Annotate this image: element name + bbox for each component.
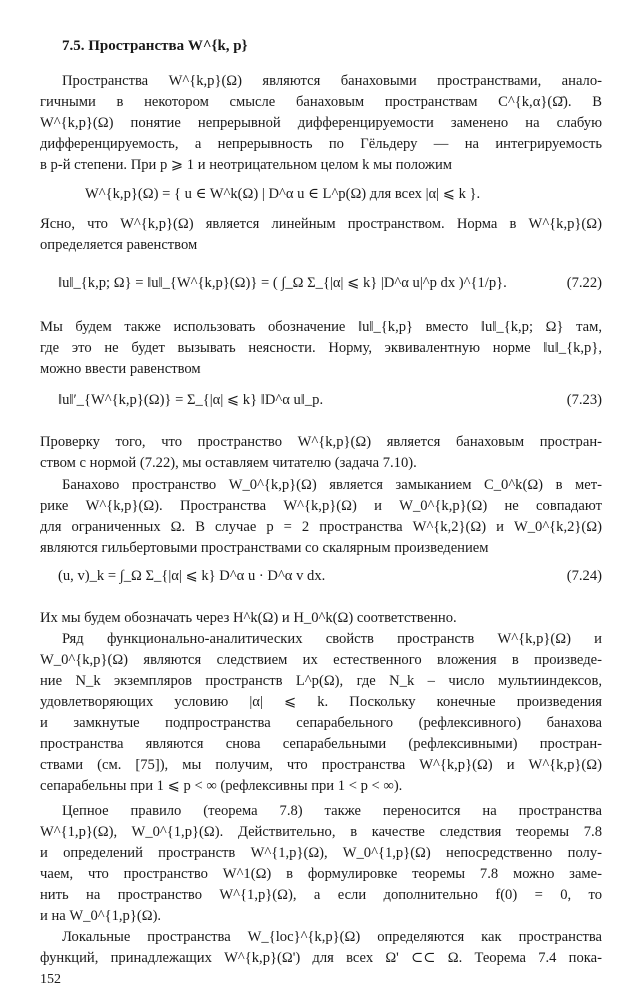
equation-number: (7.24)	[566, 568, 602, 584]
text-line: W^{k,p}(Ω) понятие непрерывной дифференцируемости заменено на слабую	[40, 115, 602, 131]
text-line: Пространства W^{k,p}(Ω) являются банаховыми пространствами, анало-	[62, 73, 602, 89]
page-number: 152	[40, 972, 61, 987]
section-heading: 7.5. Пространства W^{k, p}	[62, 38, 248, 54]
text-line: ние N_k экземпляров пространств L^p(Ω), где N_k – число мультииндексов,	[40, 673, 602, 689]
text-line: удовлетворяющих условию |α| ⩽ k. Поскольку конечные произведения	[40, 694, 602, 710]
equation-number: (7.23)	[566, 392, 602, 408]
text-line: Цепное правило (теорема 7.8) также переносится на пространства	[62, 803, 602, 819]
text-line: где это не будет вызывать неясности. Норму, эквивалентную норме ‖u‖_{k,p},	[40, 340, 602, 356]
text-line: пространства являются снова сепарабельными (рефлексивными) простран-	[40, 736, 602, 752]
text-line: и замкнутые подпространства сепарабельного (рефлексивного) банахова	[40, 715, 602, 731]
text-line: W^{1,p}(Ω), W_0^{1,p}(Ω). Действительно, в качестве следствия теоремы 7.8	[40, 824, 602, 840]
text-line: в p-й степени. При p ⩾ 1 и неотрицательном целом k мы положим	[40, 157, 453, 173]
text-line: для ограниченных Ω. В случае p = 2 пространства W^{k,2}(Ω) и W_0^{k,2}(Ω)	[40, 519, 602, 535]
text-line: и определений пространств W^{1,p}(Ω), W_0^{1,p}(Ω) непосредственно полу-	[40, 845, 602, 861]
text-line: ством с нормой (7.22), мы оставляем читателю (задача 7.10).	[40, 455, 417, 471]
text-line: Мы будем также использовать обозначение ‖u‖_{k,p} вместо ‖u‖_{k,p; Ω} там,	[40, 319, 602, 335]
equation-norm: ‖u‖_{k,p; Ω} = ‖u‖_{W^{k,p}(Ω)} = ( ∫_Ω Σ_{|α| ⩽ k} |D^α u|^p dx )^{1/p}.	[58, 275, 507, 291]
text-line: гичными в некотором смысле банаховым пространствам C^{k,α}(Ω̄). В	[40, 94, 602, 110]
equation-inner-product: (u, v)_k = ∫_Ω Σ_{|α| ⩽ k} D^α u · D^α v dx.	[58, 568, 326, 584]
text-line: функций, принадлежащих W^{k,p}(Ω') для всех Ω' ⊂⊂ Ω. Теорема 7.4 пока-	[40, 950, 602, 966]
text-line: Ясно, что W^{k,p}(Ω) является линейным пространством. Норма в W^{k,p}(Ω)	[40, 216, 602, 232]
text-line: сепарабельны при 1 ⩽ p < ∞ (рефлексивны при 1 < p < ∞).	[40, 778, 403, 794]
text-line: Локальные пространства W_{loc}^{k,p}(Ω) определяются как пространства	[62, 929, 602, 945]
equation-equivalent-norm: ‖u‖′_{W^{k,p}(Ω)} = Σ_{|α| ⩽ k} ‖D^α u‖_p.	[58, 392, 324, 408]
text-line: дифференцируемость, а непрерывность по Гёльдеру — на интегрируемость	[40, 136, 602, 152]
text-line: и на W_0^{1,p}(Ω).	[40, 908, 162, 924]
equation-definition: W^{k,p}(Ω) = { u ∈ W^k(Ω) | D^α u ∈ L^p(Ω) для всех |α| ⩽ k }.	[85, 186, 481, 202]
equation-number: (7.22)	[566, 275, 602, 291]
text-line: можно ввести равенством	[40, 361, 201, 377]
text-line: определяется равенством	[40, 237, 198, 253]
text-line: рике W^{k,p}(Ω). Пространства W^{k,p}(Ω) и W_0^{k,p}(Ω) не совпадают	[40, 498, 602, 514]
text-line: ствами (см. [75]), мы получим, что пространства W^{k,p}(Ω) и W^{k,p}(Ω)	[40, 757, 602, 773]
text-line: нить на пространство W^{1,p}(Ω), а если дополнительно f(0) = 0, то	[40, 887, 602, 903]
text-line: Их мы будем обозначать через H^k(Ω) и H_0^k(Ω) соответственно.	[40, 610, 457, 626]
text-line: являются гильбертовыми пространствами со скалярным произведением	[40, 540, 489, 556]
text-line: Банахово пространство W_0^{k,p}(Ω) является замыканием C_0^k(Ω) в мет-	[62, 477, 602, 493]
text-line: чаем, что пространство W^1(Ω) в формулировке теоремы 7.8 можно заме-	[40, 866, 602, 882]
text-line: W_0^{k,p}(Ω) являются следствием их естественного вложения в произведе-	[40, 652, 602, 668]
text-line: Ряд функционально-аналитических свойств пространств W^{k,p}(Ω) и	[62, 631, 602, 647]
text-line: Проверку того, что пространство W^{k,p}(Ω) является банаховым простран-	[40, 434, 602, 450]
